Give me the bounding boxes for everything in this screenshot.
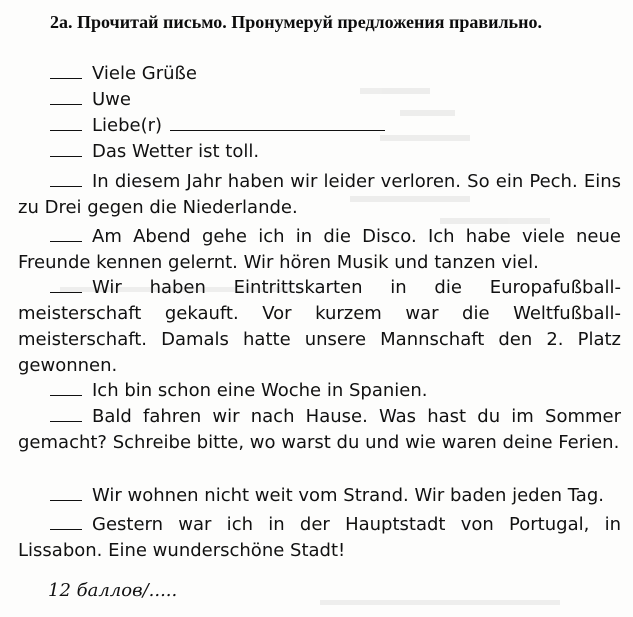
letter-line-closing	[18, 61, 621, 87]
number-blank[interactable]	[50, 240, 82, 242]
number-blank[interactable]	[50, 129, 82, 131]
number-blank[interactable]	[50, 528, 82, 530]
number-blank[interactable]	[50, 499, 82, 501]
line-text: Bald fahren wir nach Hause. Was hast du im Sommer gemacht? Schreibe bitte, wo warst du und wie waren deine Ferien.	[18, 406, 621, 453]
line-text: Wir haben Eintrittskarten in die Europafußball-meisterschaft gekauft. Vor kurzem war die Weltfußball-meisterschaft. Damals hatte unsere Mannschaft den 2. Platz gewonnen.	[18, 277, 621, 376]
number-blank[interactable]	[50, 420, 82, 422]
line-text: Viele Grüße	[92, 63, 197, 84]
letter-line-lisbon	[18, 512, 621, 564]
letter-line-summer	[18, 404, 621, 456]
letter-line-signature	[18, 87, 621, 113]
line-text: Gestern war ich in der Hauptstadt von Portugal, in Lissabon. Eine wunderschöne Stadt!	[18, 514, 621, 561]
number-blank[interactable]	[50, 103, 82, 105]
line-text: Liebe(r)	[92, 115, 163, 136]
letter-line-disco	[18, 224, 621, 276]
line-text: Wir wohnen nicht weit vom Strand. Wir baden jeden Tag.	[92, 485, 604, 506]
letter-line-spain	[18, 378, 621, 404]
number-blank[interactable]	[50, 155, 82, 157]
number-blank[interactable]	[50, 77, 82, 79]
name-blank[interactable]	[170, 129, 385, 131]
line-text: Ich bin schon eine Woche in Spanien.	[92, 380, 428, 401]
letter-line-weather	[18, 139, 621, 165]
number-blank[interactable]	[50, 291, 82, 293]
letter-line-match	[18, 169, 621, 221]
line-text: Am Abend gehe ich in die Disco. Ich habe viele neue Freunde kennen gelernt. Wir hören Musik und tanzen viel.	[18, 226, 621, 273]
letter-line-greeting	[18, 113, 621, 139]
task-heading: 2а. Прочитай письмо. Пронумеруй предложения правильно.	[50, 12, 542, 32]
line-text: Das Wetter ist toll.	[92, 141, 260, 162]
line-text: Uwe	[92, 89, 131, 110]
number-blank[interactable]	[50, 394, 82, 396]
number-blank[interactable]	[50, 185, 82, 187]
letter-line-tickets	[18, 275, 621, 379]
line-text: In diesem Jahr haben wir leider verloren. So ein Pech. Eins zu Drei gegen die Niederlande.	[18, 171, 621, 218]
letter-line-beach	[18, 483, 621, 509]
score-label: 12 баллов/.....	[48, 580, 178, 601]
